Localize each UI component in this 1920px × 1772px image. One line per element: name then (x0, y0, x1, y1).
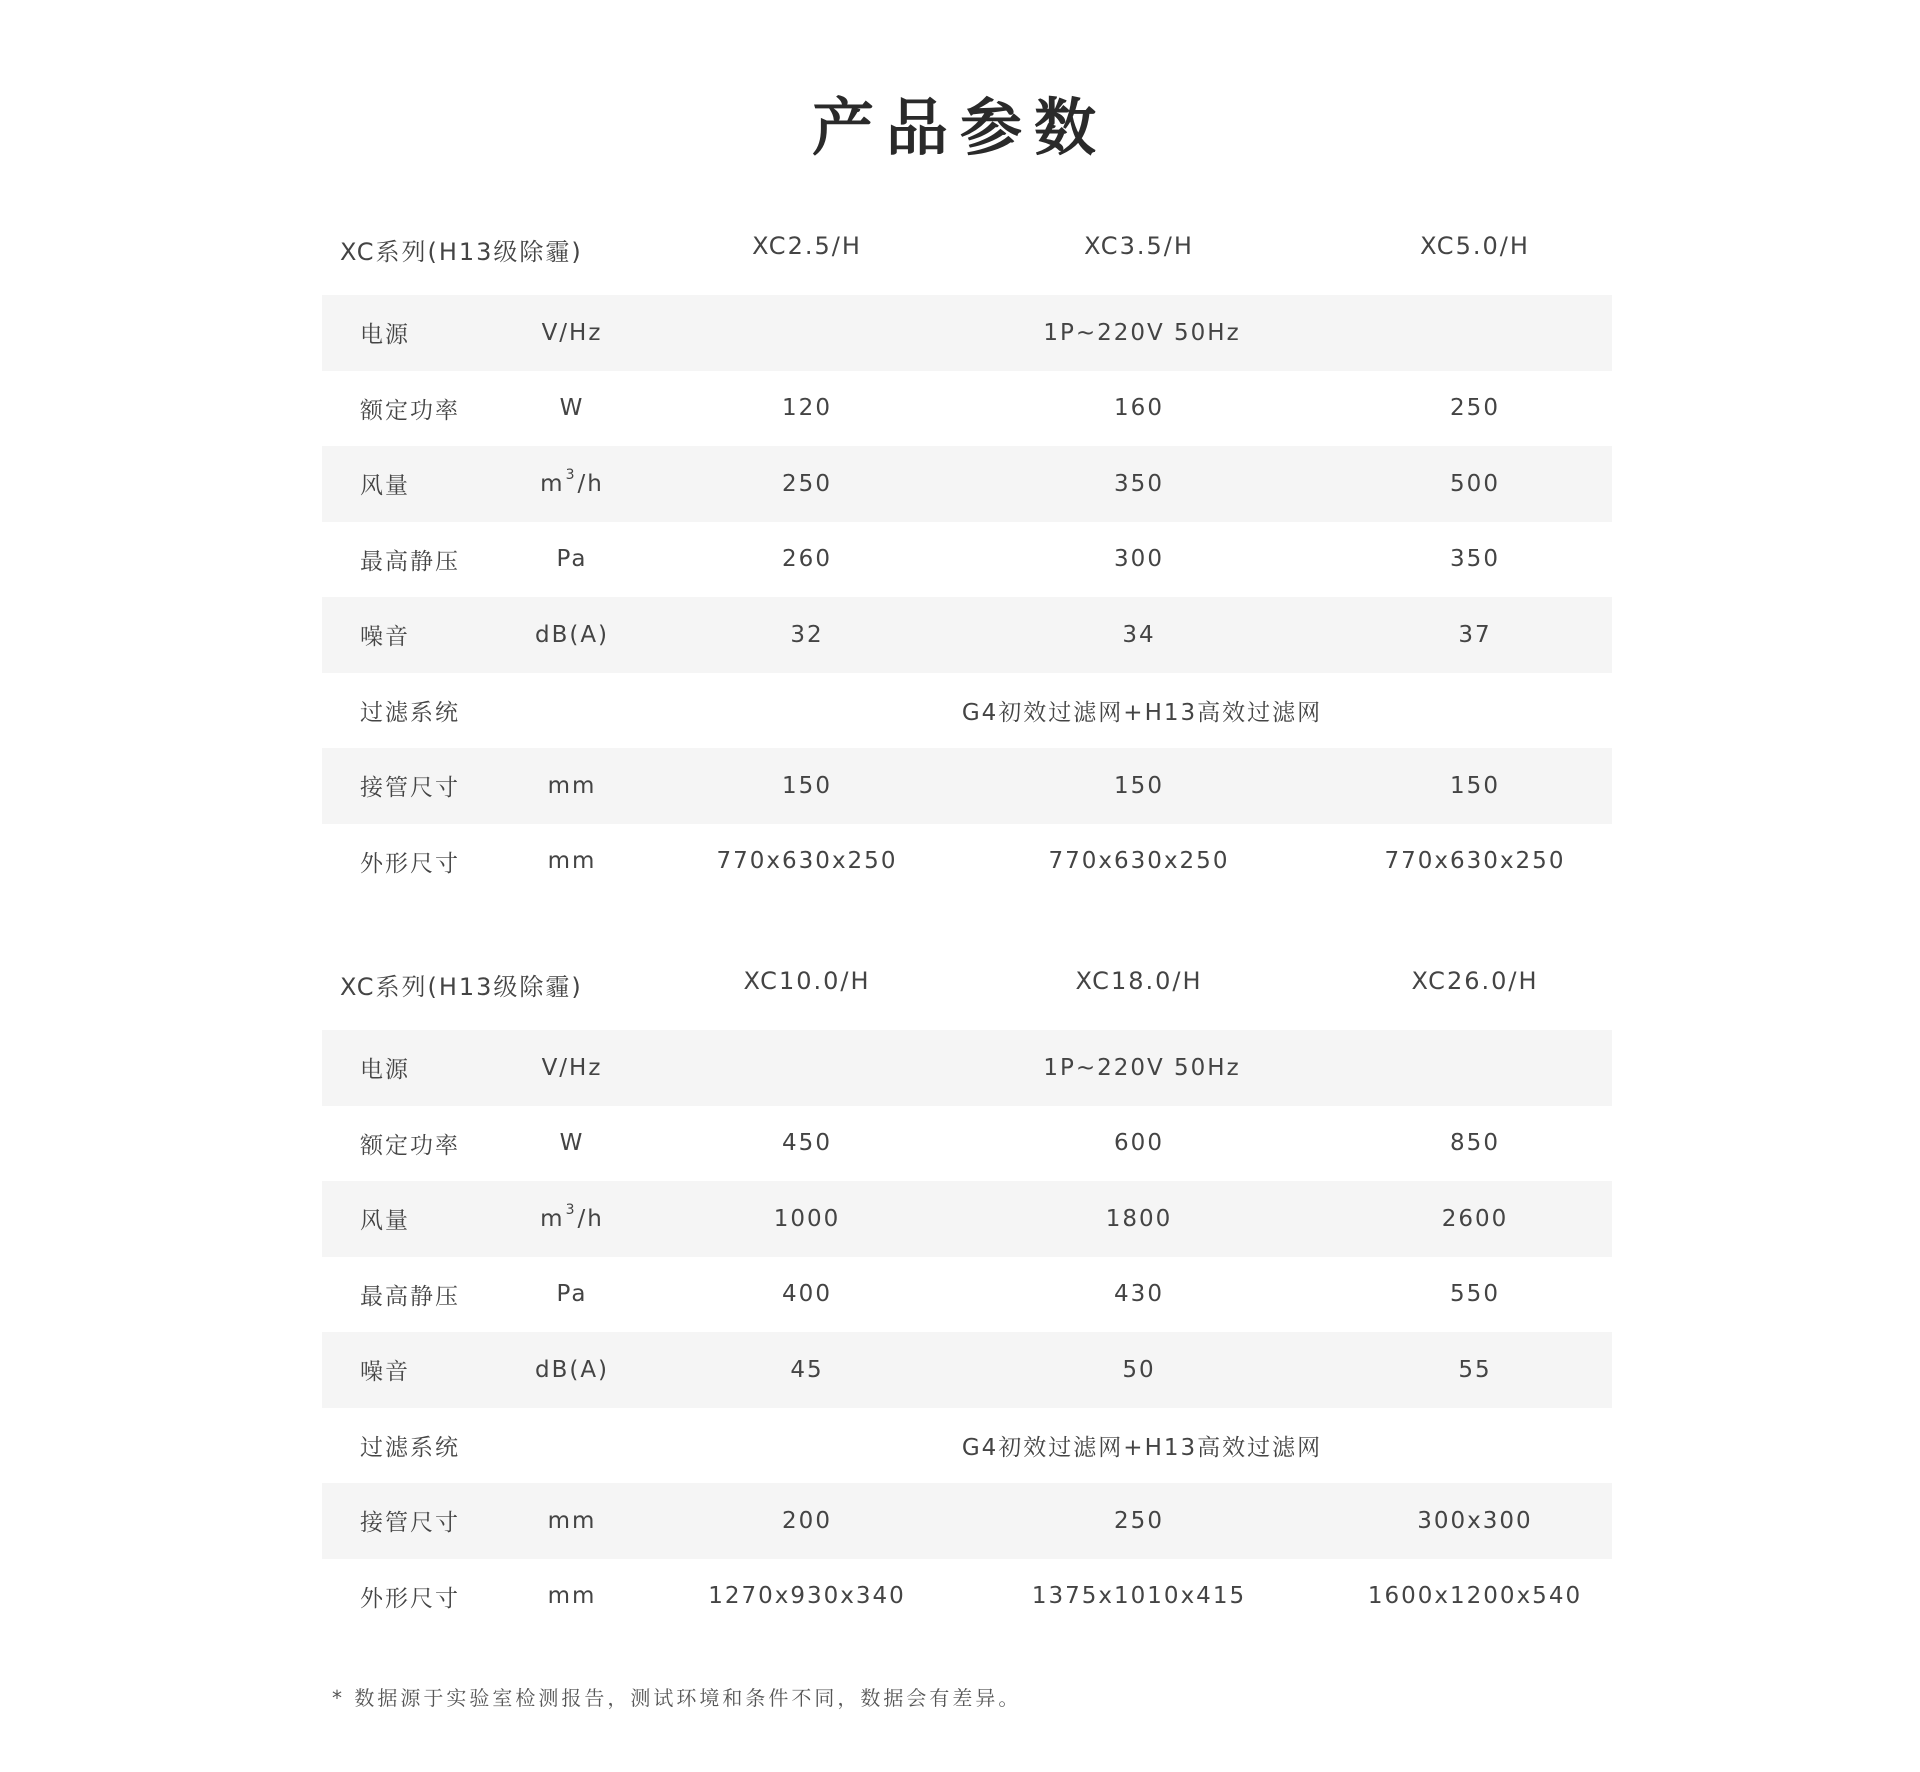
row-value: 150 (1450, 772, 1500, 799)
series-name: XC系列(H13级除霾) (340, 973, 583, 1001)
row-label: 过滤系统 (360, 1434, 460, 1461)
row-label: 风量 (360, 1208, 410, 1235)
unit-superscript: 3 (565, 466, 577, 483)
table-row-filter-system (322, 673, 1612, 749)
row-value: 2600 (1441, 1205, 1509, 1232)
row-unit: V/Hz (541, 1054, 603, 1081)
row-value: 300x300 (1417, 1507, 1533, 1534)
row-label: 接管尺寸 (360, 775, 460, 802)
row-value: 32 (790, 621, 824, 648)
row-value-span: 1P~220V 50Hz (1043, 319, 1241, 346)
row-value: 250 (1450, 395, 1500, 422)
table-row-static-pressure (322, 1257, 1612, 1333)
unit-superscript: 3 (565, 1201, 577, 1218)
row-value: 1270x930x340 (708, 1583, 906, 1610)
row-value: 600 (1114, 1130, 1164, 1157)
row-label: 噪音 (360, 1359, 410, 1386)
row-unit: Pa (556, 1281, 588, 1308)
row-value: 550 (1450, 1281, 1500, 1308)
row-unit: W (559, 395, 585, 422)
row-unit: mm (547, 772, 597, 799)
row-label: 外形尺寸 (360, 850, 460, 877)
row-value: 770x630x250 (1384, 848, 1566, 875)
model-name: XC18.0/H (1075, 967, 1203, 995)
table-header-row (322, 945, 1612, 1030)
unit-base: m (540, 1205, 565, 1232)
row-value: 250 (782, 470, 832, 497)
table-row-noise (322, 1332, 1612, 1408)
table-row-duct-size (322, 748, 1612, 824)
row-value: 1800 (1105, 1205, 1173, 1232)
row-value: 1000 (773, 1205, 841, 1232)
row-unit: Pa (556, 546, 588, 573)
row-label: 最高静压 (360, 548, 460, 575)
table-row-filter-system (322, 1408, 1612, 1484)
table-row-dimensions (322, 1559, 1612, 1635)
row-value: 430 (1114, 1281, 1164, 1308)
row-value-span: G4初效过滤网+H13高效过滤网 (961, 699, 1323, 726)
row-unit: dB(A) (534, 1356, 610, 1383)
table-row-dimensions (322, 824, 1612, 900)
model-name: XC5.0/H (1420, 232, 1530, 260)
model-name: XC10.0/H (743, 967, 871, 995)
model-name: XC26.0/H (1411, 967, 1539, 995)
row-value: 150 (782, 772, 832, 799)
model-name: XC2.5/H (752, 232, 862, 260)
table-row-airflow (322, 446, 1612, 522)
row-label: 风量 (360, 473, 410, 500)
table-row-rated-power (322, 371, 1612, 447)
row-value: 34 (1122, 621, 1156, 648)
table-header-row (322, 210, 1612, 295)
row-value-span: 1P~220V 50Hz (1043, 1054, 1241, 1081)
spec-table-2 (322, 945, 1612, 1634)
page-title: 产品参数 (811, 91, 1108, 164)
unit-tail: /h (577, 470, 604, 497)
row-label: 额定功率 (360, 1132, 460, 1159)
table-row-power-supply (322, 295, 1612, 371)
row-unit: mm (547, 1507, 597, 1534)
table-row-noise (322, 597, 1612, 673)
model-name: XC3.5/H (1084, 232, 1194, 260)
row-unit: dB(A) (534, 621, 610, 648)
row-label: 电源 (360, 322, 410, 349)
row-value: 45 (790, 1356, 824, 1383)
row-value: 200 (782, 1507, 832, 1534)
row-value: 500 (1450, 470, 1500, 497)
row-value-span: G4初效过滤网+H13高效过滤网 (961, 1434, 1323, 1461)
row-unit: mm (547, 848, 597, 875)
row-value: 770x630x250 (1048, 848, 1230, 875)
spec-table-1 (322, 210, 1612, 899)
row-value: 120 (782, 395, 832, 422)
unit-base: m (540, 470, 565, 497)
row-value: 850 (1450, 1130, 1500, 1157)
row-label: 电源 (360, 1057, 410, 1084)
row-value: 1375x1010x415 (1031, 1583, 1247, 1610)
unit-tail: /h (577, 1205, 604, 1232)
row-value: 350 (1450, 546, 1500, 573)
row-value: 350 (1114, 470, 1164, 497)
row-label: 接管尺寸 (360, 1510, 460, 1537)
row-value: 250 (1114, 1507, 1164, 1534)
table-row-power-supply (322, 1030, 1612, 1106)
table-row-static-pressure (322, 522, 1612, 598)
table-row-airflow (322, 1181, 1612, 1257)
row-value: 450 (782, 1130, 832, 1157)
row-value: 770x630x250 (716, 848, 898, 875)
row-unit: W (559, 1130, 585, 1157)
row-label: 外形尺寸 (360, 1585, 460, 1612)
row-value: 50 (1122, 1356, 1156, 1383)
row-value: 55 (1458, 1356, 1492, 1383)
row-value: 37 (1458, 621, 1492, 648)
table-row-duct-size (322, 1483, 1612, 1559)
row-label: 最高静压 (360, 1283, 460, 1310)
series-name: XC系列(H13级除霾) (340, 238, 583, 266)
table-row-rated-power (322, 1106, 1612, 1182)
row-value: 400 (782, 1281, 832, 1308)
row-unit: V/Hz (541, 319, 603, 346)
row-value: 150 (1114, 772, 1164, 799)
row-label: 噪音 (360, 624, 410, 651)
row-label: 过滤系统 (360, 699, 460, 726)
row-value: 300 (1114, 546, 1164, 573)
row-value: 1600x1200x540 (1367, 1583, 1583, 1610)
row-value: 260 (782, 546, 832, 573)
row-label: 额定功率 (360, 397, 460, 424)
row-unit: mm (547, 1583, 597, 1610)
footnote: * 数据源于实验室检测报告，测试环境和条件不同，数据会有差异。 (332, 1686, 1022, 1710)
row-value: 160 (1114, 395, 1164, 422)
